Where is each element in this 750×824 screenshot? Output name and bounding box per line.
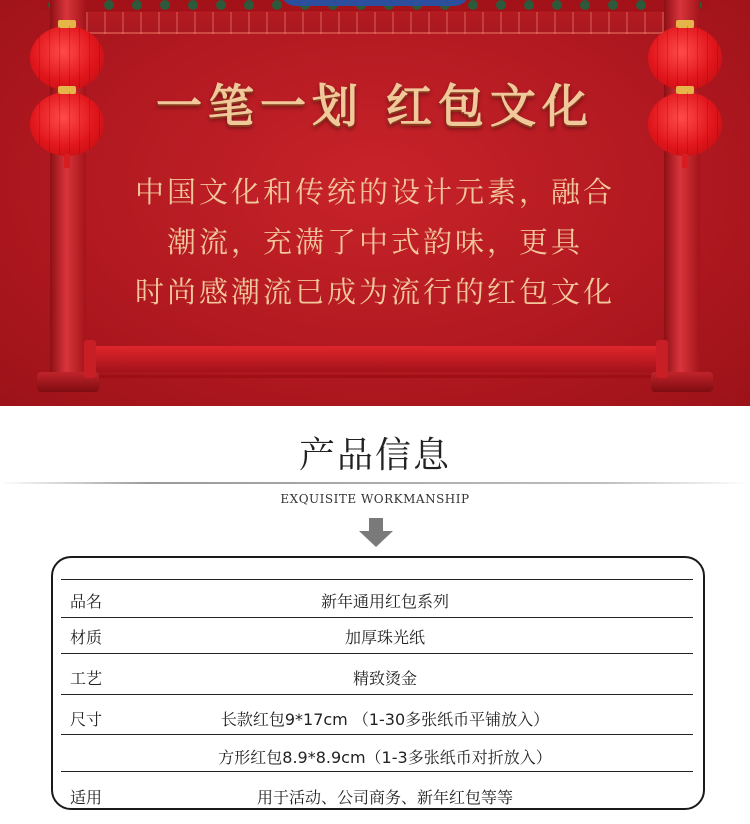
hero-banner (0, 0, 750, 406)
row-value: 新年通用红包系列 (320, 592, 449, 611)
scroll-rod (90, 346, 662, 372)
row-label: 材质 (70, 628, 103, 647)
row-label: 工艺 (70, 669, 103, 688)
table-rule (61, 694, 693, 695)
banner-headline: 一笔一划 红包文化 (155, 79, 594, 133)
banner-text-line: 潮流，充满了中式韵味，更具 (166, 225, 583, 259)
banner-text-line: 时尚感潮流已成为流行的红包文化 (134, 275, 615, 309)
row-label: 适用 (70, 788, 103, 807)
row-value: 精致烫金 (352, 669, 417, 688)
banner-text-line: 中国文化和传统的设计元素，融合 (134, 175, 615, 209)
down-arrow-icon (358, 518, 394, 548)
blue-emblem (280, 0, 470, 6)
row-label: 尺寸 (70, 710, 103, 729)
section-subtitle: EXQUISITE WORKMANSHIP (280, 492, 470, 506)
table-rule (61, 653, 693, 654)
title-divider (0, 482, 750, 484)
row-value: 长款红包9*17cm （1-30多张纸币平铺放入） (220, 710, 550, 729)
lattice-frieze (86, 12, 664, 34)
table-rule (61, 617, 693, 618)
table-rule (61, 734, 693, 735)
table-rule (61, 771, 693, 772)
row-value: 方形红包8.9*8.9cm（1-3多张纸币对折放入） (218, 748, 552, 767)
row-value: 加厚珠光纸 (344, 628, 425, 647)
table-rule (61, 579, 693, 580)
row-label: 品名 (70, 592, 103, 611)
section-title: 产品信息 (298, 435, 451, 476)
row-value: 用于活动、公司商务、新年红包等等 (256, 788, 513, 807)
